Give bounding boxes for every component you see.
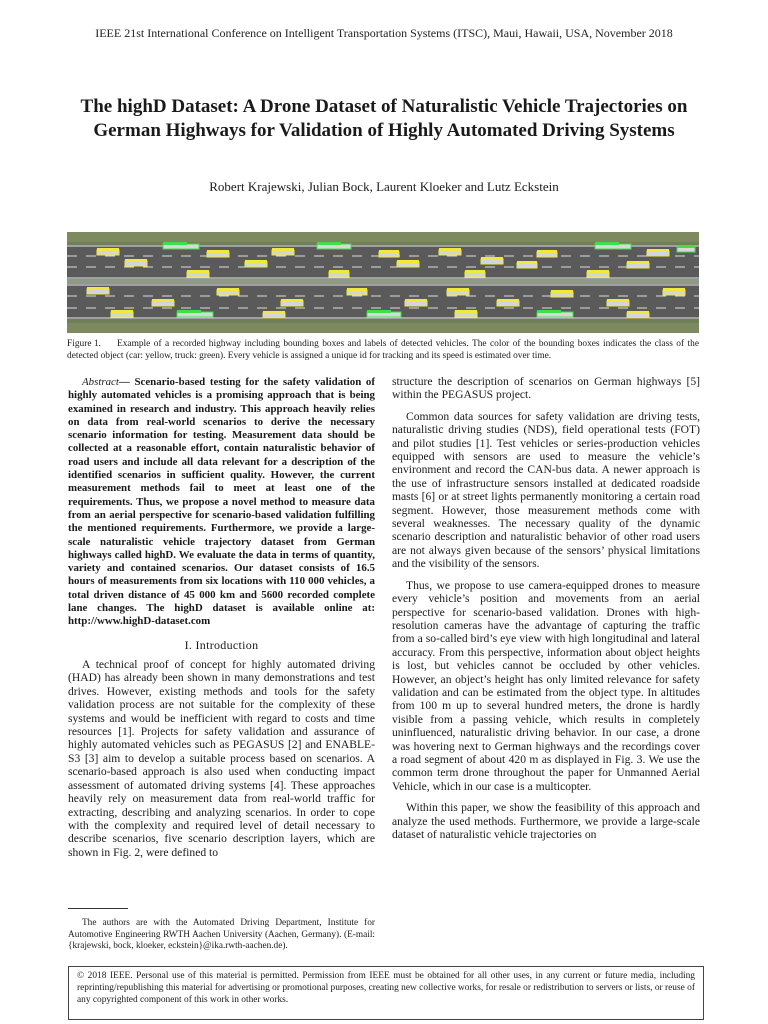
right-paragraph-2: Thus, we propose to use camera-equipped drones to measure every vehicle’s position and movements from an aerial perspective for scenario-based validation. Drones with high-resolution cameras have the advantage of capturing the traffic from a so-called bird’s eye view with high longitudinal and lateral accuracy. From this perspective, information about object heights is lost, but vehicles cannot be occluded by other vehicles. However, an object’s height has only limited relevance for safety validation and can be estimated from the object type. In altitudes from 100 m up to several hundred meters, the drone is hardly visible from a passing vehicle, which results in completely uninfluenced, naturalistic driving behavior. In our case, a drone was hovering next to German highways and the recordings cover a road segment of about 420 m as displayed in Fig. 3. We use the common term drone throughout the paper for Unmanned Aerial Vehicle, which in our case is a multicopter. <box>392 578 700 793</box>
car-bounding-box <box>87 287 109 294</box>
car-bounding-box <box>405 299 427 306</box>
car-bounding-box <box>281 299 303 306</box>
figure-label: Figure 1. <box>67 339 101 349</box>
car-bounding-box <box>217 288 239 295</box>
figure-caption <box>67 338 699 362</box>
copyright-notice: © 2018 IEEE. Personal use of this material is permitted. Permission from IEEE must be obtained for all other uses, in any current or future media, including reprinting/republishing this material for advertising or promotional purposes, creating new collective works, for resale or redistribution to servers or lists, or reuse of any copyrighted component of this work in other works. <box>68 966 704 1020</box>
car-bounding-box <box>517 261 537 268</box>
right-paragraph-3: Within this paper, we show the feasibility of this approach and analyze the used methods. Furthermore, we provide a large-scale dataset of naturalistic vehicle trajectories on <box>392 801 700 841</box>
figure-caption-text: Example of a recorded highway including bounding boxes and labels of detected vehicles. The color of the bounding boxes indicates the class of the detected object (car: yellow, truck: green). Every vehicle is assigned a unique id for tracking and its speed is estimated over time. <box>67 339 699 361</box>
car-bounding-box <box>263 311 285 318</box>
abstract <box>68 376 375 629</box>
car-bounding-box <box>152 299 174 306</box>
car-bounding-box <box>439 248 461 255</box>
right-paragraph-0: structure the description of scenarios on German highways [5] within the PEGASUS project. <box>392 375 700 402</box>
car-bounding-box <box>627 311 649 318</box>
median-strip <box>67 279 699 284</box>
car-bounding-box <box>272 248 294 255</box>
paper-title: The highD Dataset: A Drone Dataset of Naturalistic Vehicle Trajectories on German Highways for Validation of Highly Automated Driving Systems <box>80 96 688 141</box>
car-bounding-box <box>455 310 477 317</box>
highway-aerial-image <box>67 232 699 333</box>
abstract-dash: — <box>118 376 135 388</box>
car-bounding-box <box>607 299 629 306</box>
intro-paragraph-1: A technical proof of concept for highly automated driving (HAD) has already been shown in many demonstrations and test drives. However, existing methods and tools for the safety validation process are not suitable for the complexity of these systems and would be inefficient with regard to costs and time resources [1]. Projects for safety validation and assurance of highly automated vehicles such as PEGASUS [2] and ENABLE-S3 [3] aim to develop a suitable process based on scenarios. A scenario-based approach is also used when conducting impact assessment of automated driving systems [4]. These approaches heavily rely on measurement data from real-world traffic for extracting, describing and analyzing scenarios. In order to cope with the complexity and required level of detail necessary to describe scenarios, five scenario description layers, which are shown in Fig. 2, were defined to <box>68 658 375 859</box>
car-bounding-box <box>663 288 685 295</box>
truck-bounding-box <box>677 245 695 252</box>
grass-strip-top <box>67 232 699 242</box>
car-bounding-box <box>111 310 133 317</box>
car-bounding-box <box>207 250 229 257</box>
abstract-text: Scenario-based testing for the safety validation of highly automated vehicles is a promising approach that is being examined in research and industry. This approach heavily relies on data from real-world scenarios to derive the necessary scenario information for testing. Measurement data should be collected at a reasonable effort, contain naturalistic behavior of road users and include all data relevant for a description of the identified scenarios in sufficient quality. However, the current measurement methods fail to meet at least one of the requirements. Thus, we propose a novel method to measure data from an aerial perspective for scenario-based validation fulfilling the mentioned requirements. Furthermore, we provide a large-scale naturalistic vehicle trajectory dataset from German highways called highD. We evaluate the data in terms of quantity, variety and contained scenarios. Our dataset consists of 16.5 hours of measurements from six locations with 110 000 vehicles, a total driven distance of 45 000 km and 5600 recorded complete lane changes. The highD dataset is available online at: http://www.highD-dataset.com <box>68 376 375 628</box>
car-bounding-box <box>647 249 669 256</box>
footnote-rule <box>68 908 128 909</box>
car-bounding-box <box>465 270 485 277</box>
car-bounding-box <box>347 288 367 295</box>
car-bounding-box <box>187 270 209 277</box>
right-column <box>392 375 700 849</box>
car-bounding-box <box>627 261 649 268</box>
car-bounding-box <box>245 260 267 267</box>
car-bounding-box <box>447 288 469 295</box>
car-bounding-box <box>379 250 399 257</box>
car-bounding-box <box>587 270 609 277</box>
car-bounding-box <box>551 290 573 297</box>
left-column <box>68 376 375 867</box>
car-bounding-box <box>481 257 503 264</box>
grass-strip-bottom <box>67 323 699 333</box>
car-bounding-box <box>537 250 557 257</box>
right-paragraph-1: Common data sources for safety validation are driving tests, naturalistic driving studies (NDS), field operational tests (FOT) and pilot studies [1]. Test vehicles or series-production vehicles equipped with sensors are used to measure the vehicle’s environment and record the CAN-bus data. A newer approach is the use of infrastructure sensors installed at dedicated roadside masts [6] or at street lights permanently monitoring a certain road segment. However, those measurement methods come with several weaknesses. The necessary quality of the dynamic scenario description and naturalistic behavior of other road users are not always given because of the sensors’ physical limitations and the visibility of the sensors. <box>392 409 700 571</box>
section-heading-introduction: I. Introduction <box>184 637 259 652</box>
car-bounding-box <box>497 299 519 306</box>
car-bounding-box <box>97 248 119 255</box>
highway-figure <box>67 232 699 333</box>
car-bounding-box <box>329 270 349 277</box>
abstract-label: Abstract <box>82 376 119 388</box>
author-list: Robert Krajewski, Julian Bock, Laurent Kloeker and Lutz Eckstein <box>209 179 559 194</box>
car-bounding-box <box>397 260 419 267</box>
conference-header: IEEE 21st International Conference on Intelligent Transportation Systems (ITSC), Maui, Hawaii, USA, November 2018 <box>95 26 673 40</box>
author-affiliation-footnote: The authors are with the Automated Driving Department, Institute for Automotive Engineering RWTH Aachen University (Aachen, Germany). (E-mail: {krajewski, bock, kloeker, eckstein}@ika.rwth-aachen.de). <box>68 918 375 952</box>
car-bounding-box <box>125 259 147 266</box>
